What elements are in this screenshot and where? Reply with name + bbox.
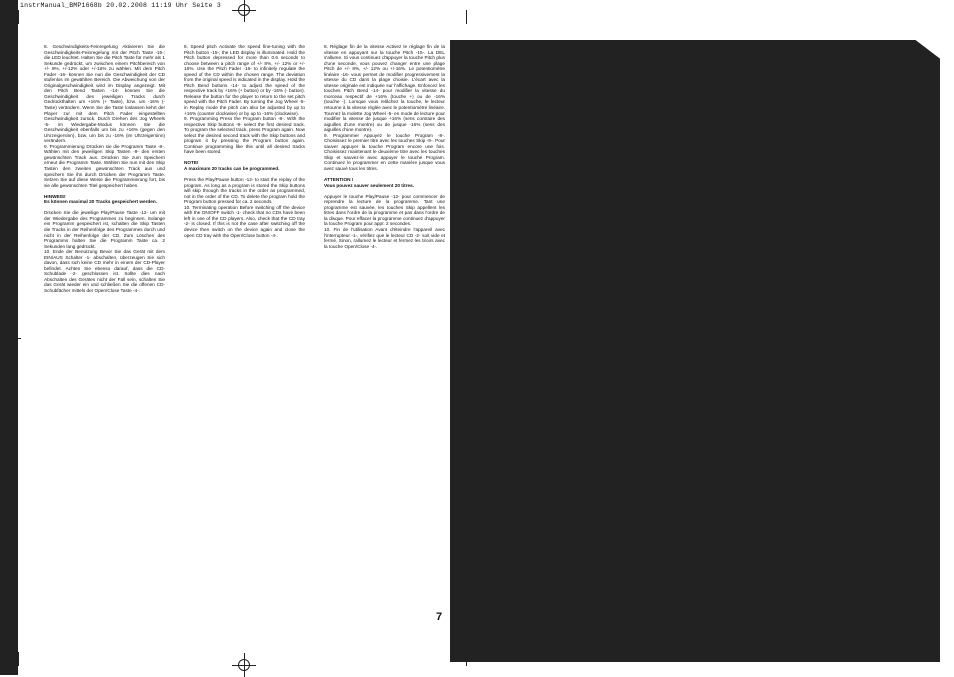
section-playback-en: Press the Play/Pause button -12- to start the replay of the program. As long as a program is stored the Skip buttons will skip through the tracks in the order as programmed, not in the order of the CD. To delete the program hold the Program button pressed for ca. 2 seconds. xyxy=(184,177,305,205)
section-end-fr: 10. Fin de l'utilisation Avant d'éteindre l'appareil avec l'interrupteur -1-, vérifiez que le lecteur CD -2- soit vide et fermé. Sinon, rallumez le lecteur et fermez les tiroirs avec la touche Open/Close -4-. xyxy=(324,226,445,249)
section-programming-en: 9. Programming Press the Program button -8-. With the respective Skip buttons -9- select the first desired track. To program the selected track, press Program again. Now select the desired second track with the Skip buttons and program it by pressing the Program button again. Continue programming like this until all desired tracks have been stored. xyxy=(184,116,305,155)
registration-mark-bottom xyxy=(236,657,252,673)
section-programming-fr: 9. Programmer Appuyez le touche Program -8-. Choisissez le premier titre avec les touches Skip -9-. Pour sauver appuyer la touche Program encore une fois. Choisissez maintenant le deuxième titre avec les touches Skip et sauvez-le avec appuyer le touche Program. Continuez le programmer en cette manière jusque vous avez sauvé tous les titres. xyxy=(324,132,445,172)
print-slug: instrManual_BMP1668b 20.02.2008 11:19 Uhr Seite 3 xyxy=(20,2,221,9)
section-speed-pitch-de: 8. Geschwindigkeits-Feinregelung Aktivieren Sie die Geschwindigkeits-Feinregelung mit der Pitch Taste -15-; die LED leuchtet. Halten Sie die Pitch Taste für mehr als 1 Sekunde gedrückt, um zwischen einem Pitchbereich von +/- 8%, +/-12% oder +/-16% zu wählen. Mit dem Pitch Fader -16- können Sie nun die Geschwindigkeit der CD stufenlos im gewählten Bereich. Die Abweichung von der Originalgeschwindigkeit wird im Display angezeigt. Mit den Pitch Bend Tasten -14- können Sie die Geschwindigkeit des jeweiligen Tracks durch Gedrückthalten um +16% (+ Taste), bzw. um -16% (- Taste) verändern. Wenn Sie die Taste loslassen kehrt der Player zur mit dem Pitch Fader eingestellten Geschwindigkeit zurück. Durch Drehen des Jog Wheels -5- im Wiedergabe-Modus können Sie die Geschwindigkeit ebenfalls um bis zu +16% (gegen den Uhrzeigersinn), bzw. um bis zu -16% (im Uhrzeigersinn) verändern. xyxy=(44,44,165,144)
note-text-en: A maximum 20 tracks can be programmed. xyxy=(184,165,280,171)
column-german xyxy=(44,44,165,349)
page-number: 7 xyxy=(436,611,443,623)
section-end-de: 10. Ende der Benutzung Bevor Sie das Gerät mit dem EIN/AUS Schalter -1- abschalten, überzeugen Sie sich davon, dass sich keine CD mehr in einem der CD-Player befindet. Achten Sie ebenso darauf, dass die CD-Schublade -2- geschlossen ist. Sollte dies nach Abschalten des Gerätes nicht der Fall sein, schalten Sie das Gerät wieder ein und schließen Sie die offenen CD-Schubfächer mittels der Open/Close Taste -4-. xyxy=(44,249,165,293)
section-programming-de: 9. Programmierung Drücken sie die Programm Taste -8-. Wählen mit den jeweiligen Skip Tasten -9- den ersten gewünschten Track aus. Drücken Sie zum Speichern erneut die Programm Taste. Wählen Sie nun mit den Skip Tasten den zweiten gewünschten Track aus und speichern Sie ihn durch Drücken der Programm Taste. Setzen Sie auf diese Weise die Programmierung fort, bis sie alle gewünschten Titel gespeichert haben. xyxy=(44,143,165,188)
trim-mark xyxy=(18,652,19,666)
note-title-de: HINWEIS! xyxy=(44,193,66,199)
section-playback-fr: Appuyer le touche Play/Pause -12- pour commencer de reprendre la lecture de la programme. Tant une programme est sauvée, les touches Skip appellent les titres dans l'ordre de la programme et pas dans l'ordre de la disque. Pour effacer la programme continuez d'appuyer la touche Program pour appr. 2 secondes. xyxy=(324,193,445,227)
trim-mark xyxy=(18,10,19,24)
trim-mark xyxy=(466,652,467,666)
registration-mark-left xyxy=(1,330,17,346)
column-french xyxy=(324,44,445,289)
registration-mark-top xyxy=(236,2,252,18)
note-text-de: Es können maximal 20 Tracks gespeichert werden. xyxy=(44,199,158,205)
section-speed-pitch-fr: 8. Réglage fin de la vitesse Activez le réglage fin de la vitesse en appuyant sur la touche Pitch -15-. La DEL s'allume. Si vous continuez d'appuyer la touche Pitch plus d'une seconde, vous pouvez changer entre une plage Pitch de +/- 8%, +/- 12% ou +/-16%. Le potentiomètre linéaire -16- vous permet de modifier progressivement la vitesse du CD dans la plage choisie. L'écart avec la vitesse originale est indiquée sur l'affichage. Enfoncez les touches Pitch Bend -14- pour modifier la vitesse du morceau respectif de +16% (touche +) ou de -16% (touche -). Lorsque vous relâchez la touche, le lecteur retourne à la vitesse réglée avec le potentiomètre linéaire. Tournez la molette Jog Wheel -5- en mode de lecture pour modifier la vitesse de jusque +16% (sens contraire des aiguilles d'une montre) ou de jusque -16% (sens des aiguilles d'une montre). xyxy=(324,44,445,133)
section-playback-de: Drücken Sie die jeweilige Play/Pause Taste -12- um mit der Wiedergabe des Programmes zu beginnen. Solange ein Programm gespeichert ist, schalten die Skip Tasten die Tracks in der Reihenfolge des Programmes durch und nicht in der Reihenfolge der CD. Zum Löschen des Programms halten Sie die Programm Taste ca. 2 Sekunden lang gedrückt. xyxy=(44,210,165,249)
note-text-fr: Vous pouvez sauver seulement 20 titres. xyxy=(324,182,415,188)
trim-mark xyxy=(466,10,467,24)
right-dark-page xyxy=(450,40,940,662)
registration-mark-right xyxy=(472,330,488,346)
section-speed-pitch-en: 8. Speed pitch Activate the speed fine-tuning with the Pitch button -15-; the LED display is illuminated. Hold the Pitch button depressed for more than 0.6 seconds to choose between a pitch range of +/- 8%, +/- 12% or +/- 16%. Use the Pitch Fader -16- to infinitely regulate the speed of the CD within the chosen range. The deviation from the original speed is indicated in the display. Hold the Pitch Bend buttons -14- to adjust the speed of the respective track by +16% (+ button) or by -16% (- button). Release the button for the player to return to the set pitch speed with the Pitch Fader. By turning the Jog Wheel -5- in Replay mode the pitch can also be adjusted by up to +16% (counter clockwise) or by up to -16% (clockwise). xyxy=(184,44,305,116)
column-english xyxy=(184,44,305,294)
note-title-fr: ATTENTION ! xyxy=(324,177,354,183)
note-title-en: NOTE! xyxy=(184,160,199,166)
section-end-en: 10. Terminating operation Before switching off the device with the ON/OFF switch -1- check that no CDs have been left in one of the CD players. Also, check that the CD tray -2- is closed. If this is not the case after switching off the device then switch on the device again and close the open CD tray with the Open/Close button -4-. xyxy=(184,204,305,238)
